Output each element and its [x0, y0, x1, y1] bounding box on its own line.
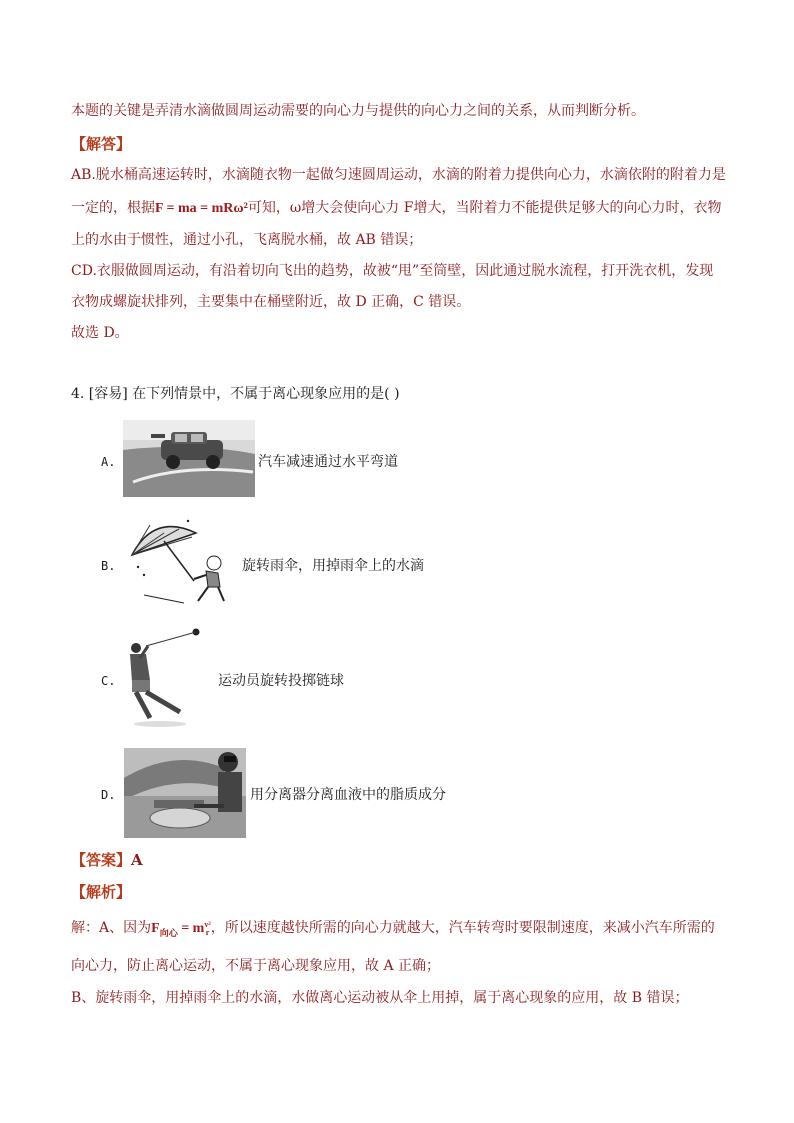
fraction-numerator: v²: [204, 919, 211, 929]
text-line-analysis-b: B、旋转雨伞，用掉雨伞上的水滴，水做离心运动被从伞上用掉，属于离心现象的应用，故 B 错误；: [71, 990, 689, 1006]
option-d-letter: D.: [101, 788, 116, 802]
option-c-text: 运动员旋转投掷链球: [218, 673, 344, 689]
option-b-letter: B.: [101, 559, 116, 573]
option-d-centrifuge-image: [124, 748, 246, 838]
formula-f: F: [151, 921, 160, 936]
option-b-text: 旋转雨伞，用掉雨伞上的水滴: [242, 558, 424, 574]
text-line-cd-1: CD.衣服做圆周运动，有沿着切向飞出的趋势，故被“甩”至筒壁，因此通过脱水流程，打开洗衣机，发现: [71, 263, 714, 279]
answer-label: 【答案】: [71, 851, 132, 869]
text-a1-post: ，所以速度越快所需的向心力就越大，汽车转弯时要限制速度，来减小汽车所需的: [210, 920, 715, 936]
text-a1-pre: 解：A、因为: [71, 920, 152, 936]
text-line-ab-3: 上的水由于惯性，通过小孔，飞离脱水桶，故 AB 错误；: [71, 232, 423, 248]
text-line-ab-2: [71, 198, 721, 219]
text-ab2-pre: 一定的，根据: [71, 200, 155, 216]
text-line-key-point: 本题的关键是弄清水滴做圆周运动需要的向心力与提供的向心力之间的关系，从而判断分析。: [71, 103, 645, 119]
formula-centripetal: F = ma = mRω²: [155, 201, 248, 216]
formula-sub: 向心: [159, 927, 178, 938]
option-a-letter: A.: [101, 455, 116, 469]
text-line-cd-2: 衣物成螺旋状排列，主要集中在桶壁附近，故 D 正确，C 错误。: [71, 294, 471, 310]
option-d-text: 用分离器分离血液中的脂质成分: [250, 787, 446, 803]
option-c-hammer-throw-image: [120, 628, 200, 728]
option-b-umbrella-image: [124, 515, 236, 608]
text-line-ab-1: AB.脱水桶高速运转时，水滴随衣物一起做匀速圆周运动，水滴的附着力提供向心力，水滴依附的附着力是: [71, 167, 726, 183]
fraction-denominator: r: [205, 927, 210, 937]
question-stem: 4. [容易] 在下列情景中，不属于离心现象应用的是( ): [71, 386, 400, 402]
section-label-analysis: 【解析】: [71, 883, 132, 901]
option-a-text: 汽车减速通过水平弯道: [258, 454, 398, 470]
answer-line: [71, 850, 143, 870]
text-line-analysis-a-2: 向心力，防止离心运动，不属于离心现象应用，故 A 正确；: [71, 958, 441, 974]
text-ab2-post: 可知，ω增大会使向心力 F增大，当附着力不能提供足够大的向心力时，衣物: [247, 200, 722, 216]
option-c-letter: C.: [101, 674, 116, 688]
answer-value: A: [131, 851, 143, 869]
option-a-car-image: [123, 420, 255, 497]
section-label-solution: 【解答】: [71, 135, 132, 153]
text-line-analysis-a-1: [71, 918, 715, 943]
text-line-choose: 故选 D。: [71, 325, 129, 341]
formula-centripetal-force: [151, 921, 211, 936]
formula-eq: = m: [177, 921, 205, 936]
